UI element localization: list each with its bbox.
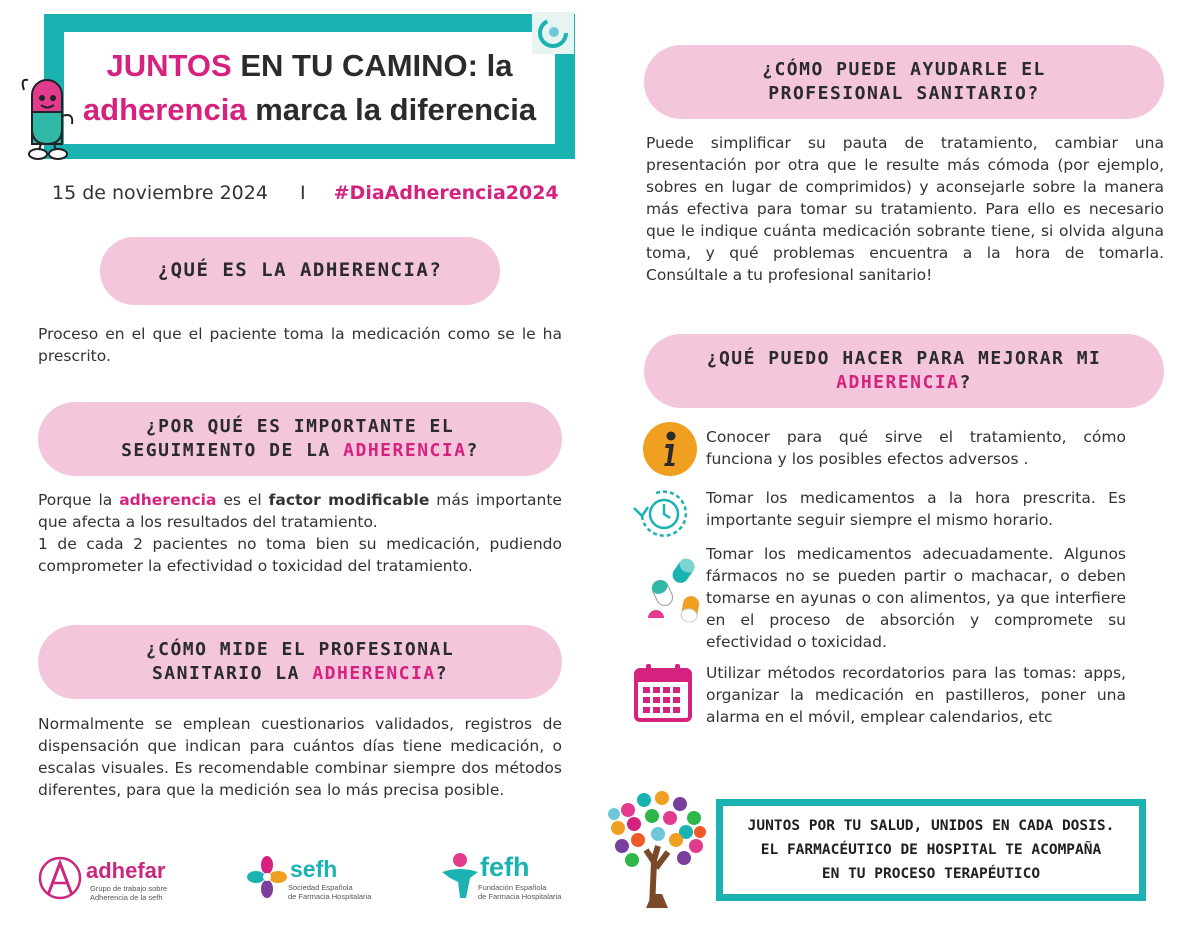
heading-como-ayuda-line2: PROFESIONAL SANITARIO? [768,83,1040,104]
date-text: 15 de noviembre 2024 [52,182,268,204]
text-por-que [38,489,562,577]
page-title [83,44,536,132]
heading-como-mide [38,625,562,699]
text-por-que-line2: 1 de cada 2 pacientes no toma bien su medicación, pudiendo comprometer la efectividad o toxicidad del tratamiento. [38,535,562,575]
title-part2: marca la diferencia [255,92,537,127]
heading-que-puedo-highlight: ADHERENCIA [836,372,960,393]
heading-que-puedo-line1: ¿QUÉ PUEDO HACER PARA MEJORAR MI [706,347,1102,369]
closing-line3: EN TU PROCESO TERAPÉUTICO [821,866,1041,882]
hashtag: #DiaAdherencia2024 [333,182,559,204]
heading-como-mide-highlight: ADHERENCIA [312,663,436,684]
text-es-el: es el [223,491,262,509]
adhefar-sub1: Grupo de trabajo sobre [90,884,168,893]
fefh-sub2: de Farmacia Hospitalaria [478,892,562,901]
adhefar-sub2: Adherencia de la sefh [90,893,163,902]
text-que-es-content: Proceso en el que el paciente toma la medicación como se le ha prescrito. [38,325,562,365]
hands-tree-icon [606,790,710,908]
adhefar-logo-icon [38,855,82,901]
closing-line1: JUNTOS POR TU SALUD, UNIDOS EN CADA DOSIS. [747,818,1115,834]
text-como-ayuda [646,132,1164,286]
fefh-sub1: Fundación Española [478,883,547,892]
tip-4-content: Utilizar métodos recordatorios para las tomas: apps, organizar la medicación en pastilleros, poner una alarma en el móvil, emplear calendarios, etc [706,664,1126,726]
heading-como-ayuda [644,45,1164,119]
pills-icon [640,556,704,628]
calendar-icon [634,662,692,722]
text-como-mide-content: Normalmente se emplean cuestionarios validados, registros de dispensación que indican para cuántos días tiene medicación, o escalas visuales. Es recomendable combinar siempre dos métodos diferentes, para que la medición sea lo más precisa posible. [38,715,562,799]
tip-3-text [706,543,1126,653]
tip-2-content: Tomar los medicamentos a la hora prescrita. Es importante seguir siempre el mismo horario. [706,489,1126,529]
heading-como-ayuda-line1: ¿CÓMO PUEDE AYUDARLE EL [762,58,1046,80]
sefh-sub2: de Farmacia Hospitalaria [288,892,372,901]
heading-como-mide-line2: SANITARIO LA [151,663,300,684]
tip-1-text [706,426,1126,470]
text-porque: Porque la [38,491,113,509]
adhefar-subtitle [90,884,167,902]
fefh-subtitle [478,883,561,901]
tip-3-content: Tomar los medicamentos adecuadamente. Algunos fármacos no se pueden partir o machacar, o deben tomarse en ayunas o con alimentos, ya que interfiere en el proceso de absorción y compromete su efectividad o toxicidad. [706,545,1126,651]
date-separator: I [299,182,306,204]
title-box [64,32,555,144]
title-juntos: JUNTOS [106,48,232,83]
tip-1-content: Conocer para qué sirve el tratamiento, cómo funciona y los posibles efectos adversos . [706,428,1126,468]
text-como-mide [38,713,562,801]
text-como-ayuda-content: Puede simplificar su pauta de tratamiento, cambiar una presentación por otra que le resulte más cómoda (por ejemplo, sobres en lugar de comprimidos) y aconsejarle sobre la manera más efectiva para tomar su tratamiento. Para ello es necesario que le indique cuánta medicación sobrante tiene, si olvida alguna toma, y qué problemas encuentra a la hora de tomarla. Consúltale a tu profesional sanitario! [646,134,1164,284]
heading-por-que-highlight: ADHERENCIA [343,440,467,461]
date-line [52,182,559,204]
heading-por-que [38,402,562,476]
tip-4-text [706,662,1126,728]
sefh-logo-icon [246,855,288,899]
clock-icon [630,486,692,540]
fefh-name: fefh [480,852,530,882]
adhefar-name: adhefar [86,858,166,883]
pill-mascot-icon [14,72,80,162]
heading-que-puedo [644,334,1164,408]
sefh-sub1: Sociedad Española [288,883,353,892]
heading-por-que-line2: SEGUIMIENTO DE LA [121,440,331,461]
text-adherencia-bold: adherencia [119,491,217,509]
heading-que-es [100,237,500,305]
heading-como-mide-end: ? [435,663,449,684]
text-factor-modificable: factor modificable [268,491,430,509]
heading-como-mide-line1: ¿CÓMO MIDE EL PROFESIONAL [145,638,455,660]
info-icon [642,421,698,477]
title-adherencia: adherencia [82,92,247,127]
text-por-que-rest: más importante que afecta a los resultados del tratamiento. [38,491,562,531]
heading-por-que-line1: ¿POR QUÉ ES IMPORTANTE EL [145,415,455,437]
heading-que-es-text: ¿QUÉ ES LA ADHERENCIA? [157,259,443,282]
title-part1: EN TU CAMINO: la [240,48,513,83]
sefh-name: sefh [290,856,338,882]
fefh-logo-icon [440,852,480,900]
tip-2-text [706,487,1126,531]
closing-line2: EL FARMACÉUTICO DE HOSPITAL TE ACOMPAÑA [760,842,1102,858]
swirl-logo-icon [532,12,574,54]
text-que-es [38,323,562,367]
heading-por-que-end: ? [466,440,479,461]
closing-message [716,799,1146,901]
sefh-subtitle [288,883,371,901]
heading-que-puedo-end: ? [959,372,972,393]
